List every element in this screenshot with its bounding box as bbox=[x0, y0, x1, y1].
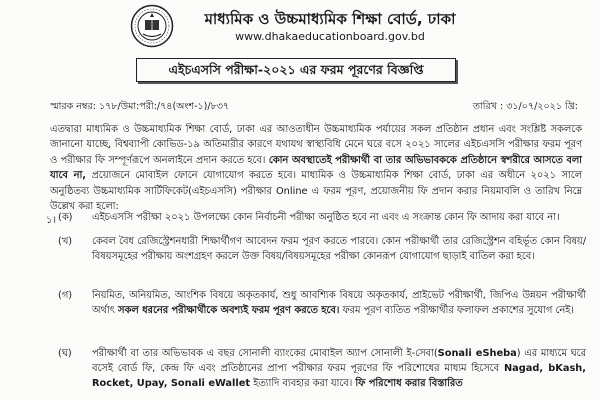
item-text bbox=[92, 288, 586, 318]
memo-number: স্মারক নম্বর: ১৭৮/উমা:পরী:/৭৪(অংশ-১)/৮৩৭ bbox=[50, 101, 230, 112]
list-item-gha bbox=[58, 346, 586, 391]
item-marker: (ক) bbox=[58, 212, 73, 223]
item-marker: (ঘ) bbox=[58, 348, 72, 359]
intro-part1: এতদ্বারা মাধ্যমিক ও উচ্চমাধ্যমিক শিক্ষা বোর্ড, ঢাকা এর আওতাধীন উচ্চমাধ্যমিক পর্যায়ের সকল প্রতিষ্ঠান প্রধান এবং সংশ্লিষ্ট সকলকে জানানো যাচ্ছে, বিশ্বব্যাপী কোভিড-১৯ অতিমারীর কারণে যথাযথ স্বাস্থ্যবিধি মেনে ঘরে বসে ২০২১ সালের এইচএসসি পরীক্ষার ফরম পূরণ ও পরীক্ষার ফি সম্পূর্ণরূপে অনলাইনে প্রদান করতে হবে। bbox=[50, 124, 582, 166]
app-name: Sonali eSheba bbox=[437, 348, 517, 359]
board-seal-icon bbox=[130, 4, 174, 48]
item-text-bold: সকল ধরনের পরীক্ষার্থীকে অবশ্যই ফরম পূরণ করতে হবে। bbox=[118, 305, 340, 316]
section-number: ১। bbox=[46, 215, 57, 226]
board-title: মাধ্যমিক ও উচ্চমাধ্যমিক শিক্ষা বোর্ড, ঢাকা bbox=[204, 10, 456, 28]
item-text-bold-tail: ফি পরিশোধ করার বিস্তারিত bbox=[355, 378, 463, 389]
item-text-after: ইত্যাদি ব্যবহার করা যাবে। bbox=[253, 378, 353, 389]
intro-part3: প্রয়োজনে মোবাইল ফোনে যোগাযোগ করতে হবে। মাধ্যমিক ও উচ্চমাধ্যমিক শিক্ষা বোর্ড, ঢাকা এর অধীনে ২০২১ সালে অনুষ্ঠিতব্য উচ্চমাধ্যমিক সার্টিফিকেট(এইচএসসি) পরীক্ষার Online এ ফরম পূরণ, প্রয়োজনীয় ফি প্রদান করার নিয়মাবলি ও তারিখ নিম্নে উল্লেখ করা হলো: bbox=[50, 170, 582, 213]
item-text: এইচএসসি পরীক্ষা ২০২১ উপলক্ষ্যে কোন নির্বাচনী পরীক্ষা অনুষ্ঠিত হবে না এবং এ সংক্রান্ত কোন ফি আদায় করা যাবে না। bbox=[92, 212, 560, 223]
item-marker: (গ) bbox=[58, 290, 73, 301]
list-item-ka bbox=[58, 210, 586, 225]
intro-bold-warning: কোন অবস্থাতেই পরীক্ষার্থী বা তার অভিভাবককে প্রতিষ্ঠানে স্বশরীরে আসতে বলা যাবে না, bbox=[50, 154, 582, 182]
list-item-kha bbox=[58, 234, 586, 264]
memo-date: তারিখ : ৩১/০৭/২০২১ খ্রি: bbox=[472, 101, 578, 112]
item-text-before: নিয়মিত, অনিয়মিত, আংশিক বিষয়ে অকৃতকার্য, শুধু আবশ্যিক বিষয়ে অকৃতকার্য, প্রাইভেট পরীক্ষার্থী, জিপিএ উন্নয়ন পরীক্ষার্থী অর্থাৎ bbox=[92, 290, 586, 316]
item-marker: (খ) bbox=[58, 236, 73, 247]
item-text-after: ফরম পূরণ ব্যতিত পরীক্ষার্থীর ফলাফল প্রকাশের সুযোগ নেই। bbox=[342, 305, 574, 316]
notice-title: এইচএসসি পরীক্ষা-২০২১ এর ফরম পূরণের বিজ্ঞপ্তি bbox=[136, 58, 456, 82]
item-text-mid: ) এর মাধ্যমে ঘরে বসেই বোর্ড ফি, কেন্দ্র ফি এবং প্রতিষ্ঠানের প্রাপ্য পরীক্ষার ফরম পূরণের ফি পরিশোধের মাধ্যম হিসেবে bbox=[92, 348, 586, 374]
item-text: কেবল বৈধ রেজিস্ট্রেশনধারী শিক্ষার্থীগণ আবেদন ফরম পূরণ করতে পারবে। কোন পরীক্ষার্থী তার রেজিস্ট্রেশন বহির্ভূত কোন বিষয়/বিষয়সমূহের পরীক্ষায় অংশগ্রহণ করলে উক্ত বিষয়/বিষয়সমূহের পরীক্ষা কোনরূপ যোগাযোগ ছাড়াই বাতিল করা হবে। bbox=[92, 236, 586, 262]
item-text bbox=[92, 346, 586, 391]
list-item-ga bbox=[58, 288, 586, 318]
item-text-before: পরীক্ষার্থী বা তার অভিভাবক এ বছর সোনালী ব্যাংকের মোবাইল অ্যাপ সোনালী ই-সেবা( bbox=[92, 348, 438, 359]
board-website: www.dhakaeducationboard.gov.bd bbox=[235, 30, 425, 43]
intro-paragraph bbox=[50, 122, 582, 214]
payment-methods: Nagad, bKash, Rocket, Upay, Sonali eWallet bbox=[92, 363, 586, 389]
